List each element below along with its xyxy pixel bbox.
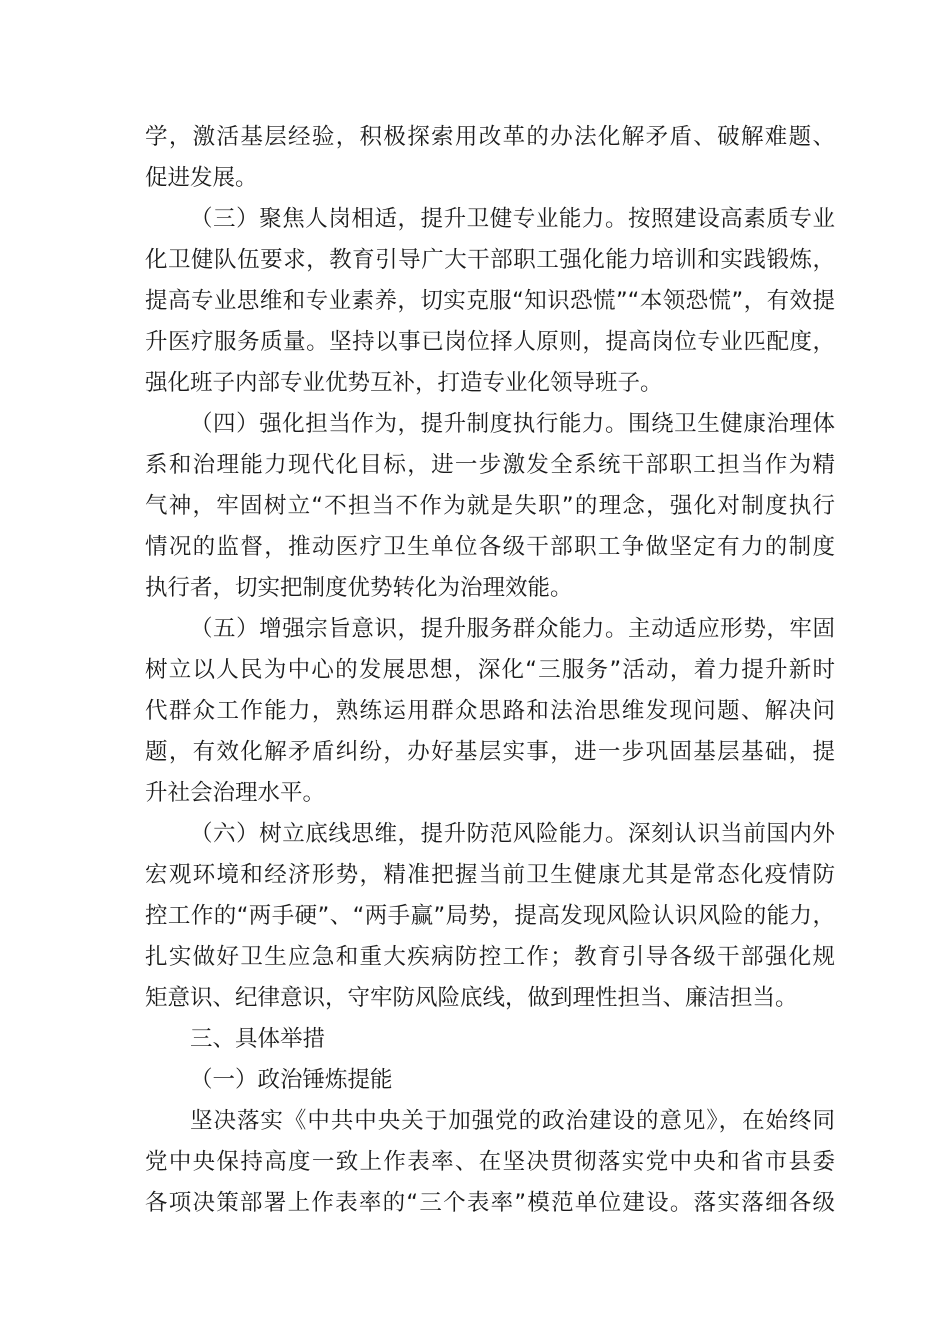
text-line: 化卫健队伍要求，教育引导广大干部职工强化能力培训和实践锻炼，	[145, 247, 835, 273]
text-line: 升医疗服务质量。坚持以事已岗位择人原则，提高岗位专业匹配度，	[145, 329, 835, 355]
text-line: 执行者，切实把制度优势转化为治理效能。	[145, 575, 573, 601]
text-line: 扎实做好卫生应急和重大疾病防控工作；教育引导各级干部强化规	[145, 944, 835, 970]
text-line: 各项决策部署上作表率的“三个表率”模范单位建设。落实落细各级	[145, 1190, 835, 1216]
subsection-heading: （一）政治锤炼提能	[190, 1067, 393, 1093]
section-heading: 三、具体举措	[190, 1026, 326, 1052]
paragraph-heading-line: （六）树立底线思维，提升防范风险能力。深刻认识当前国内外	[190, 821, 835, 847]
text-line: 系和治理能力现代化目标，进一步激发全系统干部职工担当作为精	[145, 452, 835, 478]
paragraph-heading-line: （五）增强宗旨意识，提升服务群众能力。主动适应形势，牢固	[190, 616, 835, 642]
text-line: 控工作的“两手硬”、“两手赢”局势，提高发现风险认识风险的能力，	[145, 903, 835, 929]
text-line: 学，激活基层经验，积极探索用改革的办法化解矛盾、破解难题、	[145, 124, 835, 150]
paragraph-heading-line: （四）强化担当作为，提升制度执行能力。围绕卫生健康治理体	[190, 411, 835, 437]
text-line: 促进发展。	[145, 165, 258, 191]
text-line: 题，有效化解矛盾纠纷，办好基层实事，进一步巩固基层基础，提	[145, 739, 835, 765]
text-line: 党中央保持高度一致上作表率、在坚决贯彻落实党中央和省市县委	[145, 1149, 835, 1175]
text-line: 树立以人民为中心的发展思想，深化“三服务”活动，着力提升新时	[145, 657, 835, 683]
paragraph-heading-line: （三）聚焦人岗相适，提升卫健专业能力。按照建设高素质专业	[190, 206, 835, 232]
text-line: 矩意识、纪律意识，守牢防风险底线，做到理性担当、廉洁担当。	[145, 985, 798, 1011]
text-line: 提高专业思维和专业素养，切实克服“知识恐慌”“本领恐慌”，有效提	[145, 288, 835, 314]
text-line: 宏观环境和经济形势，精准把握当前卫生健康尤其是常态化疫情防	[145, 862, 835, 888]
text-line: 升社会治理水平。	[145, 780, 326, 806]
text-line: 情况的监督，推动医疗卫生单位各级干部职工争做坚定有力的制度	[145, 534, 835, 560]
text-line: 气神，牢固树立“不担当不作为就是失职”的理念，强化对制度执行	[145, 493, 835, 519]
text-line: 代群众工作能力，熟练运用群众思路和法治思维发现问题、解决问	[145, 698, 835, 724]
paragraph-first-line: 坚决落实《中共中央关于加强党的政治建设的意见》，在始终同	[190, 1108, 835, 1134]
text-line: 强化班子内部专业优势互补，打造专业化领导班子。	[145, 370, 663, 396]
